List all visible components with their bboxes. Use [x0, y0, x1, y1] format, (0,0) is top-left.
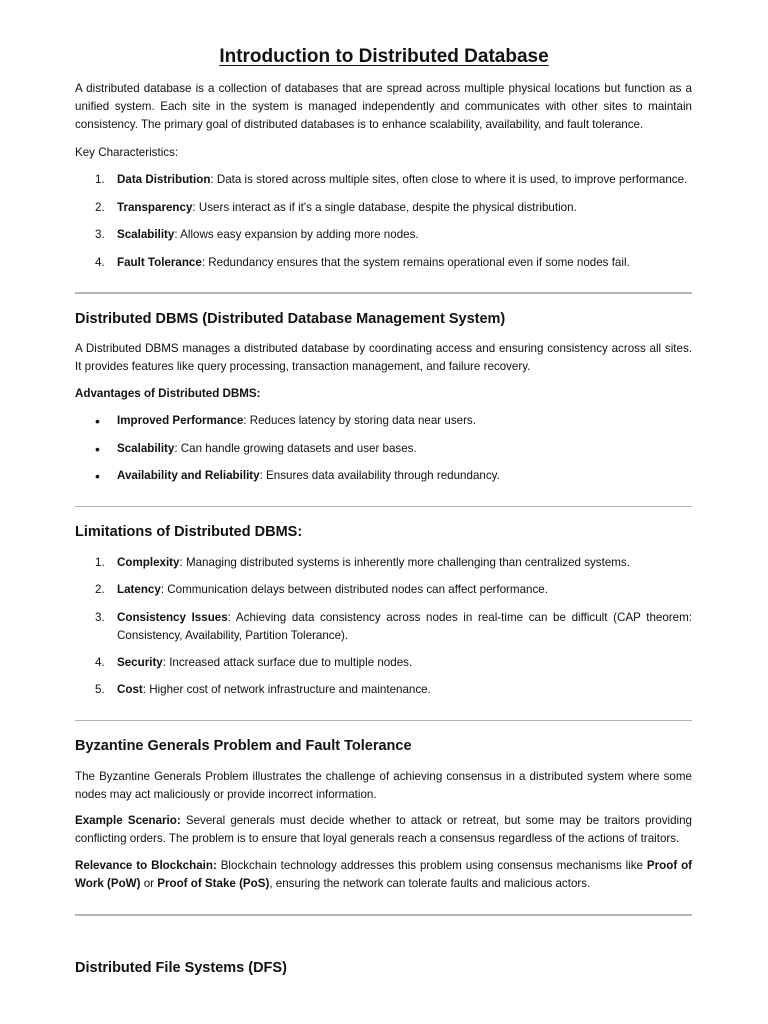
list-number: 2. [95, 583, 105, 596]
limitations-heading: Limitations of Distributed DBMS: [75, 524, 303, 540]
list-number: 3. [95, 228, 105, 241]
list-term: Complexity [117, 556, 180, 569]
list-text: : Ensures data availability through redundancy. [259, 469, 500, 482]
dfs-heading: Distributed File Systems (DFS) [75, 960, 287, 976]
list-text: : Communication delays between distributed nodes can affect performance. [160, 583, 548, 596]
relevance-paragraph [75, 857, 692, 893]
list-term: Consistency Issues [117, 611, 228, 624]
list-number: 5. [95, 683, 105, 696]
list-term: Data Distribution [117, 173, 211, 186]
intro-paragraph: A distributed database is a collection of databases that are spread across multiple physical locations but function as a unified system. Each site in the system is managed independently and communicates with other sites to maintain consistency. The primary goal of distributed databases is to enhance scalability, availability, and fault tolerance. [75, 82, 692, 131]
section-divider [75, 506, 692, 507]
list-number: 1. [95, 556, 105, 569]
list-text: : Increased attack surface due to multiple nodes. [162, 656, 413, 669]
list-number: 1. [95, 173, 105, 186]
ddbms-heading: Distributed DBMS (Distributed Database Management System) [75, 311, 506, 327]
list-term: Fault Tolerance [117, 256, 202, 269]
list-term: Scalability [117, 228, 175, 241]
list-number: 3. [95, 611, 105, 624]
list-text: : Data is stored across multiple sites, often close to where it is used, to improve performance. [210, 173, 688, 186]
list-term: Improved Performance [117, 414, 244, 427]
list-text: : Reduces latency by storing data near users. [243, 414, 476, 427]
page-title: Introduction to Distributed Database [219, 46, 549, 67]
list-term: Availability and Reliability [117, 469, 260, 482]
list-text: : Managing distributed systems is inherently more challenging than centralized systems. [179, 556, 630, 569]
list-text: : Users interact as if it's a single database, despite the physical distribution. [192, 201, 577, 214]
list-text: : Can handle growing datasets and user bases. [174, 442, 417, 455]
list-term: Latency [117, 583, 161, 596]
advantages-label: Advantages of Distributed DBMS: [75, 387, 261, 400]
section-divider [75, 292, 692, 294]
section-divider [75, 914, 692, 916]
key-characteristics-label: Key Characteristics: [75, 146, 179, 159]
byzantine-heading: Byzantine Generals Problem and Fault Tolerance [75, 738, 412, 754]
list-text: : Achieving data consistency across nodes in real-time can be difficult (CAP theorem: Consistency, Availability, Partition Tolerance). [117, 611, 692, 642]
byzantine-paragraph: The Byzantine Generals Problem illustrates the challenge of achieving consensus in a distributed system where some nodes may act maliciously or provide incorrect information. [75, 770, 692, 801]
bullet-icon: • [95, 441, 100, 457]
example-scenario-paragraph [75, 812, 692, 848]
list-text: : Redundancy ensures that the system remains operational even if some nodes fail. [201, 256, 630, 269]
example-label: Example Scenario: [75, 814, 181, 827]
list-number: 2. [95, 201, 105, 214]
relevance-or: or [140, 877, 158, 890]
example-text: Several generals must decide whether to attack or retreat, but some may be traitors providing conflicting orders. The problem is to ensure that loyal generals reach a consensus regardless of the actions of traitors. [75, 814, 692, 845]
list-term: Transparency [117, 201, 193, 214]
relevance-text-end: , ensuring the network can tolerate faults and malicious actors. [269, 877, 591, 890]
list-number: 4. [95, 256, 105, 269]
list-term: Scalability [117, 442, 175, 455]
relevance-text: Blockchain technology addresses this problem using consensus mechanisms like [216, 859, 647, 872]
list-term: Security [117, 656, 163, 669]
list-number: 4. [95, 656, 105, 669]
pow-term: Proof of Work (PoW) [75, 859, 693, 890]
section-divider [75, 720, 692, 721]
relevance-label: Relevance to Blockchain: [75, 859, 217, 872]
bullet-icon: • [95, 468, 100, 484]
bullet-icon: • [95, 413, 100, 429]
ddbms-paragraph: A Distributed DBMS manages a distributed database by coordinating access and ensuring consistency across all sites. It provides features like query processing, transaction management, and failure recovery. [75, 342, 692, 373]
pos-term: Proof of Stake (PoS) [157, 877, 270, 890]
list-text: : Higher cost of network infrastructure and maintenance. [142, 683, 431, 696]
list-term: Cost [117, 683, 143, 696]
list-text: : Allows easy expansion by adding more nodes. [174, 228, 419, 241]
